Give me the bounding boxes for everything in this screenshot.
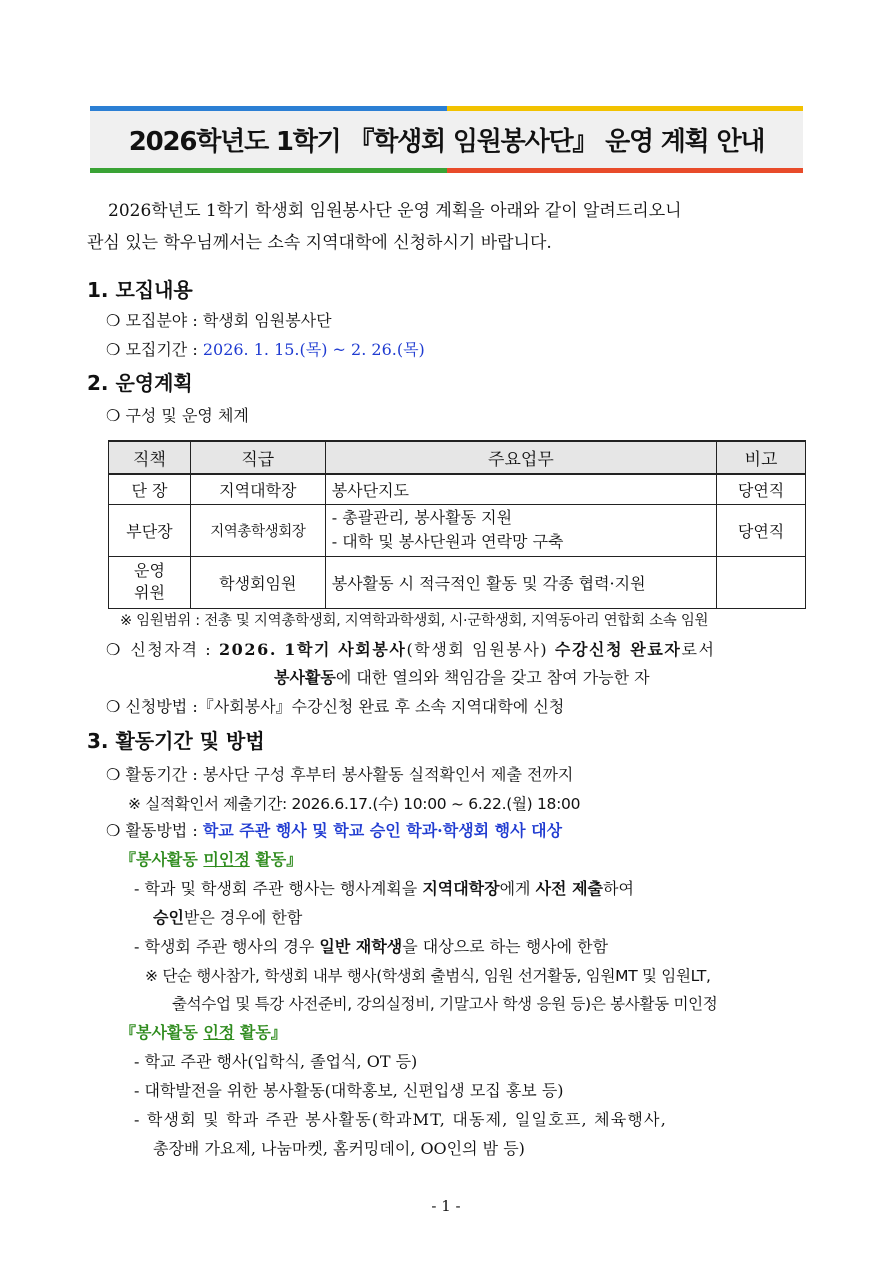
title-bottom-bar bbox=[90, 168, 803, 173]
nr2-text: - 학생회 주관 행사의 경우 bbox=[134, 937, 320, 956]
recognized-item-2: - 대학발전을 위한 봉사활동(대학홍보, 신편입생 모집 홍보 등) bbox=[134, 1081, 564, 1100]
bullet-circle-icon: ❍ bbox=[106, 821, 121, 840]
activity-period-text: 활동기간 : 봉사단 구성 후부터 봉사활동 실적확인서 제출 전까지 bbox=[125, 765, 574, 784]
nr2-text2: 을 대상으로 하는 행사에 한함 bbox=[402, 937, 609, 956]
nr1-text2: 에게 bbox=[499, 879, 536, 898]
recruit-field-line bbox=[106, 308, 332, 334]
intro-line-2: 관심 있는 학우님께서는 소속 지역대학에 신청하시기 바랍니다. bbox=[87, 233, 552, 253]
cell-role: 단 장 bbox=[109, 474, 191, 504]
title-bar-segment-blue bbox=[90, 106, 447, 111]
cell-duty: 봉사활동 시 적극적인 활동 및 각종 협력·지원 bbox=[325, 556, 716, 608]
page-title: 2026학년도 1학기 『학생회 임원봉사단』 운영 계획 안내 bbox=[90, 111, 803, 168]
apply-method-line bbox=[106, 694, 564, 720]
qualification-desc: 에 대한 열의와 책임감을 갖고 참여 가능한 자 bbox=[335, 668, 650, 687]
cell-note: 당연직 bbox=[717, 504, 806, 556]
bullet-circle-icon: ❍ bbox=[106, 697, 121, 716]
table-row bbox=[109, 504, 806, 556]
qualification-suffix: 로서 bbox=[681, 640, 716, 659]
not-recognized-heading bbox=[120, 847, 302, 873]
table-header-row bbox=[109, 441, 806, 474]
cell-rank: 지역총학생회장 bbox=[190, 504, 325, 556]
nr1-approval: 승인 bbox=[153, 908, 184, 927]
bullet-circle-icon: ❍ bbox=[106, 340, 121, 359]
cell-note bbox=[717, 556, 806, 608]
title-top-bar bbox=[90, 106, 803, 111]
table-header-note: 비고 bbox=[717, 441, 806, 474]
cell-note: 당연직 bbox=[717, 474, 806, 504]
activity-period-line bbox=[106, 762, 573, 788]
structure-text: 구성 및 운영 체계 bbox=[125, 406, 249, 425]
apply-method-text: 신청방법 :『사회봉사』수강신청 완료 후 소속 지역대학에 신청 bbox=[125, 697, 565, 716]
table-row bbox=[109, 474, 806, 504]
table-header-rank: 직급 bbox=[190, 441, 325, 474]
table-header-role: 직책 bbox=[109, 441, 191, 474]
not-recognized-prefix: 『봉사활동 bbox=[120, 850, 204, 869]
recruit-period-line bbox=[106, 337, 425, 363]
role-line: 운영 bbox=[133, 561, 165, 580]
table-row bbox=[109, 556, 806, 608]
qualification-label: 신청자격 : bbox=[130, 640, 219, 659]
title-bar-segment-red bbox=[447, 168, 804, 173]
activity-method-value: 학교 주관 행사 및 학교 승인 학과·학생회 행사 대상 bbox=[202, 821, 563, 840]
bullet-circle-icon: ❍ bbox=[106, 406, 121, 425]
activity-method-label: 활동방법 : bbox=[125, 821, 203, 840]
bullet-circle-icon: ❍ bbox=[106, 765, 121, 784]
organization-table bbox=[108, 440, 806, 609]
submit-period-note: ※ 실적확인서 제출기간: 2026.6.17.(수) 10:00 ~ 6.22.(월) 18:00 bbox=[128, 795, 581, 813]
title-box bbox=[90, 106, 803, 173]
nr2-students: 일반 재학생 bbox=[319, 937, 403, 956]
qualification-course-detail: (학생회 임원봉사) bbox=[406, 640, 555, 659]
qualification-course: 2026. 1학기 사회봉사 bbox=[218, 640, 407, 659]
qualification-complete: 수강신청 완료자 bbox=[554, 640, 682, 659]
qualification-line bbox=[106, 637, 806, 663]
not-recognized-item-1-cont bbox=[153, 905, 302, 931]
cell-rank: 학생회임원 bbox=[190, 556, 325, 608]
duty-line: - 대학 및 봉사단원과 연락망 구축 bbox=[331, 532, 564, 551]
nr1-text3: 하여 bbox=[603, 879, 634, 898]
cell-role bbox=[109, 556, 191, 608]
not-recognized-item-1 bbox=[134, 876, 634, 902]
qualification-activity: 봉사활동 bbox=[274, 668, 336, 687]
not-recognized-keyword: 미인정 bbox=[203, 850, 250, 869]
qualification-text bbox=[130, 637, 806, 663]
recognized-item-3: - 학생회 및 학과 주관 봉사활동(학과MT, 대동제, 일일호프, 체육행사, bbox=[134, 1110, 667, 1129]
recognized-prefix: 『봉사활동 bbox=[120, 1023, 204, 1042]
nr1-text: - 학과 및 학생회 주관 행사는 행사계획을 bbox=[134, 879, 423, 898]
recognized-item-3-cont: 총장배 가요제, 나눔마켓, 홈커밍데이, OO인의 밤 등) bbox=[153, 1139, 525, 1158]
nr1-prior-submit: 사전 제출 bbox=[535, 879, 603, 898]
recognized-suffix: 활동』 bbox=[234, 1023, 287, 1042]
title-bar-segment-yellow bbox=[447, 106, 804, 111]
qualification-line-2 bbox=[274, 665, 650, 691]
recognized-keyword: 인정 bbox=[203, 1023, 235, 1042]
page-number: - 1 - bbox=[431, 1197, 461, 1215]
bullet-circle-icon: ❍ bbox=[106, 640, 121, 659]
title-bar-segment-green bbox=[90, 168, 447, 173]
not-recognized-item-2 bbox=[134, 934, 608, 960]
recruit-field-text: 모집분야 : 학생회 임원봉사단 bbox=[125, 311, 332, 330]
not-recognized-note-cont: 출석수업 및 특강 사전준비, 강의실정비, 기말고사 학생 응원 등)은 봉사활동 미인정 bbox=[172, 995, 718, 1013]
not-recognized-suffix: 활동』 bbox=[249, 850, 303, 869]
table-header-duty: 주요업무 bbox=[325, 441, 716, 474]
cell-duty bbox=[325, 504, 716, 556]
not-recognized-note: ※ 단순 행사참가, 학생회 내부 행사(학생회 출범식, 임원 선거활동, 임원MT 및 임원LT, bbox=[145, 967, 711, 985]
activity-method-line bbox=[106, 818, 562, 844]
nr1-dean: 지역대학장 bbox=[422, 879, 500, 898]
officer-scope-note: ※ 임원범위 : 전총 및 지역총학생회, 지역학과학생회, 시·군학생회, 지역동아리 연합회 소속 임원 bbox=[120, 613, 709, 629]
intro-line-1: 2026학년도 1학기 학생회 임원봉사단 운영 계획을 아래와 같이 알려드리오니 bbox=[108, 201, 682, 221]
recognized-heading bbox=[120, 1020, 287, 1046]
recognized-item-1: - 학교 주관 행사(입학식, 졸업식, OT 등) bbox=[134, 1052, 418, 1071]
recruit-period-value: 2026. 1. 15.(목) ~ 2. 26.(목) bbox=[202, 340, 425, 359]
role-line: 위원 bbox=[133, 583, 165, 602]
section-1-heading: 1. 모집내용 bbox=[87, 278, 193, 302]
cell-rank: 지역대학장 bbox=[190, 474, 325, 504]
bullet-circle-icon: ❍ bbox=[106, 311, 121, 330]
duty-line: - 총괄관리, 봉사활동 지원 bbox=[331, 508, 513, 527]
cell-role: 부단장 bbox=[109, 504, 191, 556]
structure-line bbox=[106, 403, 249, 429]
section-2-heading: 2. 운영계획 bbox=[87, 371, 193, 395]
section-3-heading: 3. 활동기간 및 방법 bbox=[87, 729, 265, 753]
cell-duty: 봉사단지도 bbox=[325, 474, 716, 504]
nr1-cont-text: 받은 경우에 한함 bbox=[183, 908, 303, 927]
recruit-period-label: 모집기간 : bbox=[125, 340, 203, 359]
